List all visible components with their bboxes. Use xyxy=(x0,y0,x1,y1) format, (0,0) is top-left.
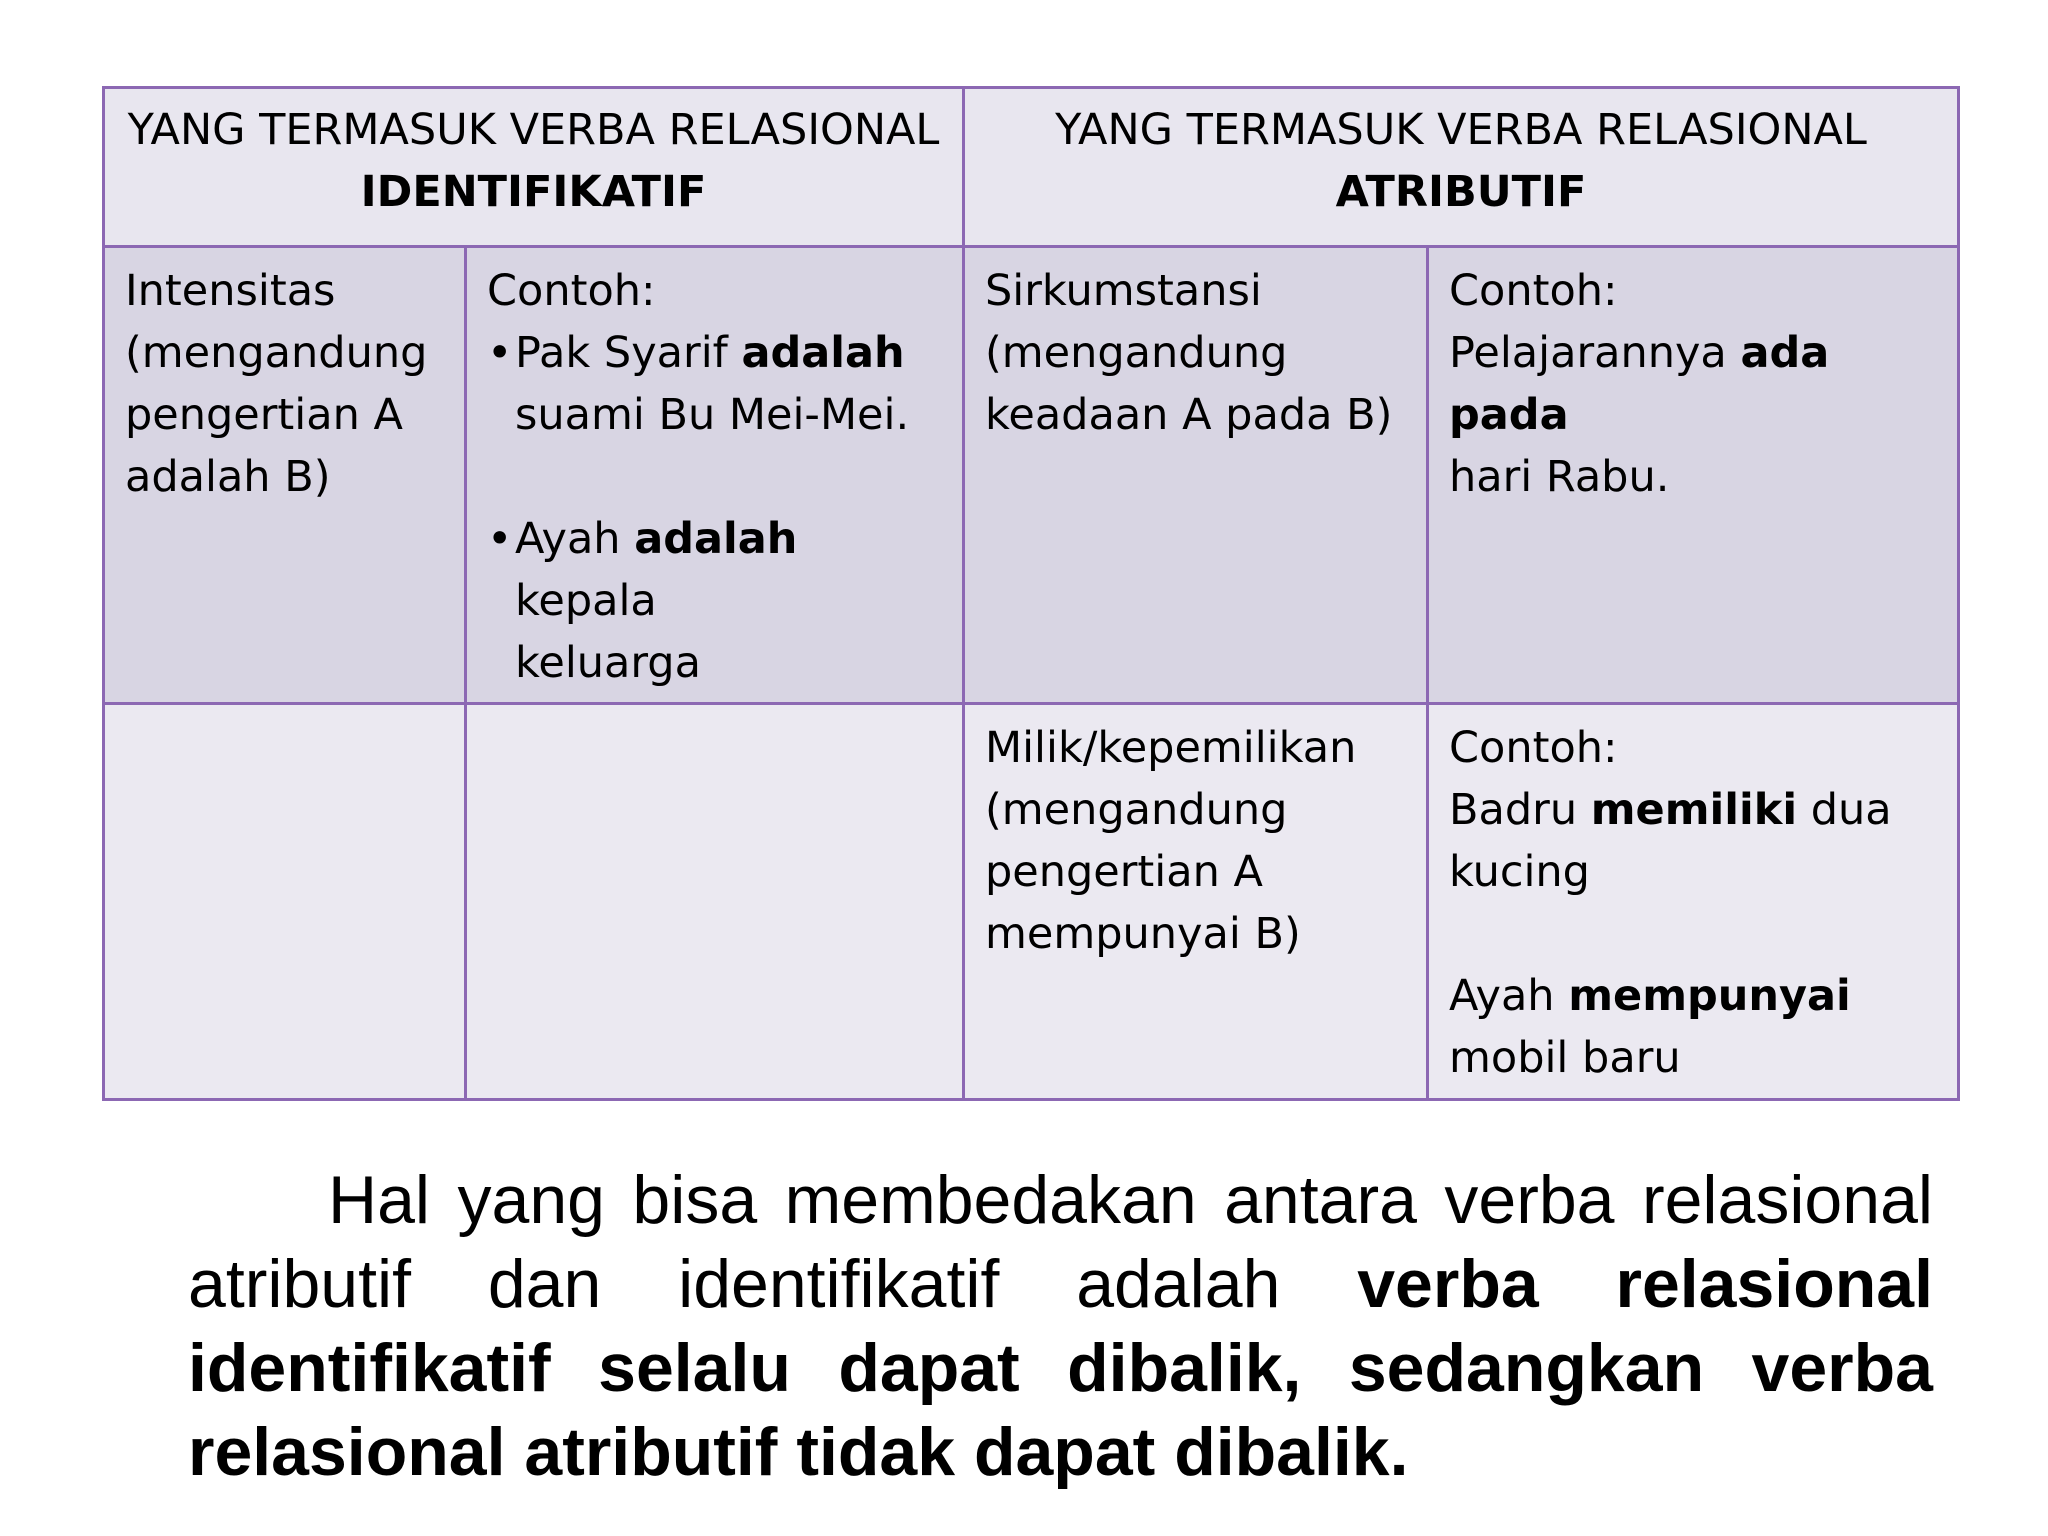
example-text: Ayah xyxy=(515,514,635,564)
milik-line: mempunyai B) xyxy=(985,909,1301,959)
example-text: Ayah xyxy=(1449,971,1569,1021)
example-text: Pak Syarif xyxy=(515,328,742,378)
intensitas-line: (mengandung xyxy=(125,328,428,378)
example-text: Badru xyxy=(1449,785,1591,835)
milik-line: pengertian A xyxy=(985,847,1263,897)
header-identifikatif-title: IDENTIFIKATIF xyxy=(360,167,707,217)
header-atributif-title: ATRIBUTIF xyxy=(1335,167,1587,217)
example-text: hari Rabu. xyxy=(1449,452,1670,502)
example-verb: mempunyai xyxy=(1568,971,1851,1021)
example-bullet xyxy=(487,322,944,446)
example-verb: adalah xyxy=(634,514,798,564)
example-text: kucing xyxy=(1449,847,1590,897)
header-atributif-line1: YANG TERMASUK VERBA RELASIONAL xyxy=(1055,105,1867,155)
example-text: dua xyxy=(1797,785,1892,835)
milik-line: Milik/kepemilikan xyxy=(985,723,1357,773)
example-bullet xyxy=(487,508,944,694)
conclusion-text: Hal yang bisa membedakan antara verba relasional atributif dan identifikatif adalah xyxy=(188,1162,1933,1322)
header-atributif xyxy=(964,88,1959,247)
conclusion-emphasis: verba relasional identifikatif selalu dapat dibalik, sedangkan verba relasional atributif tidak dapat dibalik. xyxy=(188,1246,1933,1490)
example-label: Contoh: xyxy=(1449,266,1618,316)
example-verb: ada pada xyxy=(1449,328,1830,440)
header-identifikatif xyxy=(104,88,964,247)
cell-sirkumstansi xyxy=(964,247,1428,704)
cell-sirkumstansi-example xyxy=(1428,247,1959,704)
intensitas-line: adalah B) xyxy=(125,452,331,502)
example-text: Pelajarannya xyxy=(1449,328,1741,378)
cell-milik xyxy=(964,704,1428,1100)
example-label: Contoh: xyxy=(487,266,656,316)
bullet-icon: • xyxy=(487,514,513,564)
sirkumstansi-line: Sirkumstansi xyxy=(985,266,1262,316)
example-text: mobil baru xyxy=(1449,1033,1681,1083)
example-text: keluarga xyxy=(515,638,701,688)
example-text: suami Bu Mei-Mei. xyxy=(515,390,910,440)
example-label: Contoh: xyxy=(1449,723,1618,773)
intensitas-line: Intensitas xyxy=(125,266,336,316)
example-verb: memiliki xyxy=(1590,785,1798,835)
bullet-icon: • xyxy=(487,328,513,378)
sirkumstansi-line: keadaan A pada B) xyxy=(985,390,1393,440)
header-identifikatif-line1: YANG TERMASUK VERBA RELASIONAL xyxy=(127,105,940,155)
example-verb: adalah xyxy=(741,328,905,378)
cell-empty xyxy=(104,704,466,1100)
sirkumstansi-line: (mengandung xyxy=(985,328,1288,378)
cell-intensitas xyxy=(104,247,466,704)
example-text: kepala xyxy=(515,576,657,626)
milik-line: (mengandung xyxy=(985,785,1288,835)
cell-empty xyxy=(466,704,964,1100)
intensitas-line: pengertian A xyxy=(125,390,403,440)
conclusion-paragraph xyxy=(188,1158,1933,1494)
cell-milik-examples xyxy=(1428,704,1959,1100)
verba-relasional-table xyxy=(102,86,1960,1101)
cell-identifikatif-examples xyxy=(466,247,964,704)
